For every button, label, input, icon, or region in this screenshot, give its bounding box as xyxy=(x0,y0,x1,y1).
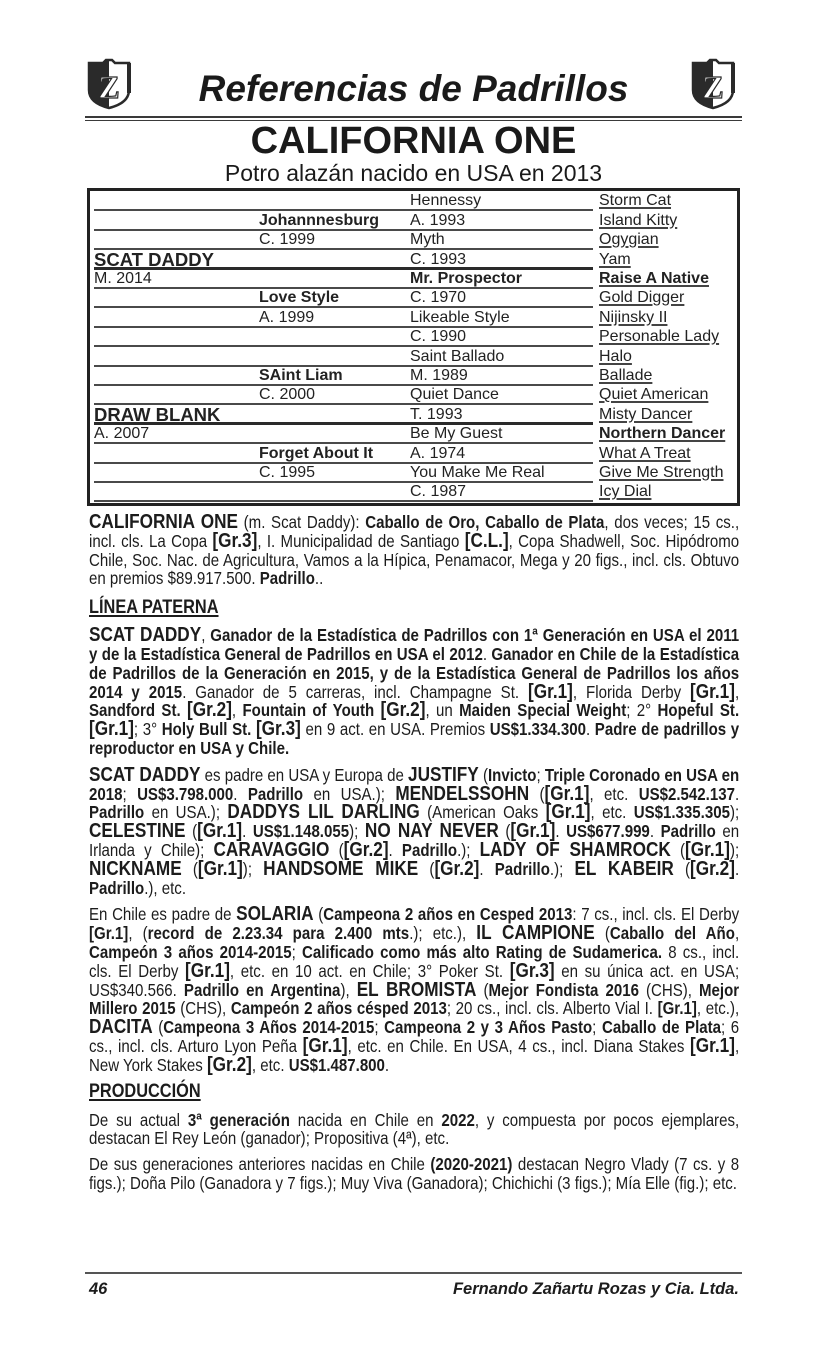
text-run: , etc.), xyxy=(696,998,740,1019)
emphasis-text-run: [Gr.2] xyxy=(343,838,389,861)
intro-paragraph xyxy=(89,513,739,588)
bold-text-run: Ganador de la Estadística de Padrillos con 1ª Generación en USA el 2011 y de la Estadística General de Padrillos en USA el 2012 xyxy=(89,625,740,664)
emphasis-text-run: JUSTIFY xyxy=(408,763,479,786)
text-run: .), etc. xyxy=(144,877,187,898)
horse-subtitle: Potro alazán nacido en USA en 2013 xyxy=(224,160,603,186)
text-run: en USA.); xyxy=(303,783,396,804)
pedigree-row xyxy=(90,250,737,269)
body-text xyxy=(89,513,739,1193)
text-run: , etc. xyxy=(251,1054,289,1075)
text-run: De su actual xyxy=(89,1109,188,1130)
pedigree-cell-gen3: Quiet Dance xyxy=(410,386,499,404)
text-run: , etc. en 10 act. en Chile; 3° Poker St. xyxy=(229,960,510,981)
pedigree-cell-gen4: What A Treat xyxy=(599,444,691,462)
bold-text-run: Campeona 3 Años 2014-2015 xyxy=(163,1017,375,1038)
pedigree-cell-gen4: Yam xyxy=(599,250,631,268)
bold-text-run: US$1.335.305 xyxy=(633,802,730,823)
text-run: , I. Municipalidad de Santiago xyxy=(257,530,465,551)
emphasis-text-run: [Gr.2] xyxy=(206,1053,252,1076)
bold-text-run: Calificado como más alto Rating de Sudamerica. xyxy=(302,941,663,962)
emphasis-text-run: EL KABEIR xyxy=(574,857,674,880)
bold-text-run: US$677.999 xyxy=(566,821,650,842)
text-run: , xyxy=(734,681,740,702)
text-run: , etc. en Chile. En USA, 4 cs., incl. Diana Stakes xyxy=(347,1035,691,1056)
bold-text-run: 3ª generación xyxy=(187,1109,290,1130)
pedigree-cell-gen3: A. 1993 xyxy=(410,211,466,229)
text-run: en su única act. en USA; US$340.566. xyxy=(89,960,740,1000)
bold-text-run: Maiden Special Weight xyxy=(459,700,627,721)
text-run: ( xyxy=(185,821,198,842)
publisher-name: Fernando Zañartu Rozas y Cia. Ltda. xyxy=(452,1280,739,1298)
emphasis-text-run: IL CAMPIONE xyxy=(476,922,595,945)
text-run: . xyxy=(384,1054,390,1075)
paterna-paragraph xyxy=(89,626,739,758)
emphasis-text-run: LADY OF SHAMROCK xyxy=(479,838,671,861)
pedigree-row xyxy=(90,308,737,327)
bold-text-run: record de 2.23.34 para 2.400 mts xyxy=(147,923,410,944)
text-run: . xyxy=(734,858,740,879)
text-run: ), xyxy=(340,979,357,1000)
bold-text-run: Padrillo xyxy=(401,839,458,860)
pedigree-cell-gen4: Ogygian xyxy=(599,231,659,249)
pedigree-row xyxy=(90,464,737,483)
bold-text-run: Caballo de Plata xyxy=(601,1017,722,1038)
text-run: ); xyxy=(729,839,740,860)
text-run: ( xyxy=(476,979,489,1000)
bold-text-run: Campeón 2 años césped 2013 xyxy=(230,998,447,1019)
text-run: ( xyxy=(418,858,435,879)
text-run: ( xyxy=(673,858,691,879)
emphasis-text-run: SCAT DADDY xyxy=(89,763,201,786)
emphasis-text-run: EL BROMISTA xyxy=(356,978,477,1001)
emphasis-text-run: [Gr.1] xyxy=(510,820,556,843)
text-run: ( xyxy=(329,839,344,860)
bold-text-run: Caballo de Oro, Caballo de Plata xyxy=(365,512,605,532)
emphasis-text-run: CALIFORNIA ONE xyxy=(89,511,238,533)
text-run: ; 20 cs., incl. cls. Alberto Vial I. xyxy=(446,998,658,1019)
pedigree-cell-gen4: Gold Digger xyxy=(599,289,685,307)
bold-text-run: 2022 xyxy=(441,1109,475,1130)
text-run: , etc. xyxy=(590,802,634,823)
text-run: . xyxy=(233,783,248,804)
pedigree-cell-gen4: Island Kitty xyxy=(599,211,678,229)
emphasis-text-run: [Gr.1] xyxy=(302,1034,348,1057)
bold-text-run: US$2.542.137 xyxy=(638,783,735,804)
emphasis-text-run: [Gr.3] xyxy=(255,718,301,741)
text-run: (American Oaks xyxy=(419,802,546,823)
pedigree-cell-gen2: Love Style xyxy=(259,289,340,307)
pedigree-cell-gen1: SCAT DADDY xyxy=(94,248,214,270)
bold-text-run: Triple Coronado en USA en 2018 xyxy=(89,764,740,804)
bold-text-run: US$1.487.800 xyxy=(288,1054,385,1075)
text-run: ( xyxy=(181,858,198,879)
page-title: Referencias de Padrillos xyxy=(198,68,629,109)
pedigree-cell-gen3: C. 1993 xyxy=(410,250,467,268)
emphasis-text-run: [Gr.2] xyxy=(690,857,735,880)
emphasis-text-run: [Gr.3] xyxy=(212,529,258,552)
pedigree-cell-gen3: C. 1987 xyxy=(410,483,467,501)
pedigree-cell-gen4: Halo xyxy=(599,347,632,365)
pedigree-cell-gen1: A. 2007 xyxy=(94,425,150,443)
emphasis-text-run: [Gr.1] xyxy=(690,680,735,703)
section-heading-linea-paterna: LÍNEA PATERNA xyxy=(89,597,219,619)
emphasis-text-run: HANDSOME MIKE xyxy=(263,857,419,880)
text-run: . xyxy=(482,643,492,664)
emphasis-text-run: CARAVAGGIO xyxy=(213,838,330,861)
emphasis-text-run: DACITA xyxy=(89,1016,153,1039)
pedigree-cell-gen4: Personable Lady xyxy=(599,328,720,346)
header-rule xyxy=(85,116,742,118)
pedigree-cell-gen3: M. 1989 xyxy=(410,366,468,384)
emphasis-text-run: MENDELSSOHN xyxy=(395,782,530,805)
text-run: ); xyxy=(729,802,740,823)
emphasis-text-run: [Gr.1] xyxy=(544,782,590,805)
text-run: (CHS), xyxy=(638,979,700,1000)
paterna-paragraph xyxy=(89,763,740,898)
text-run: ; 3° xyxy=(133,719,162,740)
emphasis-text-run: CELESTINE xyxy=(89,820,186,843)
pedigree-cell-gen2: C. 2000 xyxy=(259,386,316,404)
pedigree-cell-gen3: Myth xyxy=(410,231,445,249)
text-run: , y compuesta por pocos ejemplares, destacan El Rey León (ganador); Propositiva (4ª), etc. xyxy=(89,1109,740,1149)
bold-text-run: Padrillo en Argentina xyxy=(183,979,341,1000)
emphasis-text-run: [Gr.1] xyxy=(545,801,591,824)
pedigree-row xyxy=(90,328,737,347)
text-run: ; 2° xyxy=(626,700,658,721)
text-run: . xyxy=(242,821,253,842)
pedigree-cell-gen1: M. 2014 xyxy=(94,269,152,287)
text-run: ( xyxy=(152,1017,164,1038)
pedigree-row xyxy=(90,270,737,289)
emphasis-text-run: [Gr.1] xyxy=(89,718,134,741)
text-run: ; xyxy=(291,941,303,962)
pedigree-cell-gen3: A. 1974 xyxy=(410,444,466,462)
text-run: (CHS), xyxy=(175,998,231,1019)
text-run: ( xyxy=(594,923,610,944)
pedigree-cell-gen3: Hennessy xyxy=(410,192,482,210)
text-run: ; 6 cs., incl. cls. Arturo Lyon Peña xyxy=(89,1017,740,1056)
emphasis-text-run: NICKNAME xyxy=(89,857,182,880)
text-run: .); xyxy=(549,858,575,879)
text-run: , Florida Derby xyxy=(572,681,691,702)
bold-text-run: [Gr.1] xyxy=(657,998,697,1019)
section-heading-produccion: PRODUCCIÓN xyxy=(89,1080,201,1102)
text-run: ( xyxy=(313,904,324,925)
bold-text-run: Hopeful St. xyxy=(657,700,740,721)
pedigree-cell-gen4: Give Me Strength xyxy=(599,463,724,481)
bold-text-run: [Gr.1] xyxy=(89,923,129,944)
bold-text-run: Campeona 2 años en Cesped 2013 xyxy=(323,904,573,925)
page-number: 46 xyxy=(89,1280,108,1298)
text-run: ; xyxy=(122,783,138,804)
bold-text-run: Padrillo xyxy=(89,877,145,898)
text-run: (m. Scat Daddy): xyxy=(237,512,366,532)
text-run: , xyxy=(231,700,243,721)
pedigree-cell-gen4: Raise A Native xyxy=(599,269,709,287)
text-run: . xyxy=(585,719,595,740)
bold-text-run: US$3.798.000 xyxy=(137,783,234,804)
logo-letter: Z xyxy=(98,69,120,105)
text-run: . xyxy=(649,821,661,842)
text-run: .); etc.), xyxy=(409,923,477,944)
bold-text-run: Padre de padrillos y reproductor en USA y Chile. xyxy=(89,719,740,758)
bold-text-run: US$1.148.055 xyxy=(252,821,350,842)
text-run: , ( xyxy=(128,923,148,944)
pedigree-cell-gen3: C. 1970 xyxy=(410,289,467,307)
text-run: en USA.); xyxy=(144,802,228,823)
pedigree-row xyxy=(90,405,737,424)
produccion-paragraph xyxy=(89,1111,739,1149)
text-run: . xyxy=(734,783,740,804)
emphasis-text-run: [Gr.1] xyxy=(197,857,243,880)
emphasis-text-run: [Gr.1] xyxy=(184,959,230,982)
text-run: .); xyxy=(457,839,480,860)
bold-text-run: Padrillo xyxy=(494,858,550,879)
pedigree-table xyxy=(87,188,740,506)
bold-text-run: Mejor Millero 2015 xyxy=(89,979,740,1019)
text-run: .. xyxy=(314,568,324,589)
pedigree-row xyxy=(90,289,737,308)
text-run: destacan Negro Vlady (7 cs. y 8 figs.); Doña Pilo (Ganadora y 7 figs.); Muy Viva (Ganadora); Chichichi (3 figs.); Mía Elle (fig.); etc. xyxy=(89,1154,740,1193)
bold-text-run: Campeón 3 años 2014-2015 xyxy=(89,941,292,962)
text-run: en Irlanda y Chile); xyxy=(89,821,740,860)
emphasis-text-run: DADDYS LIL DARLING xyxy=(227,801,420,824)
emphasis-text-run: [Gr.1] xyxy=(197,820,243,843)
horse-name: CALIFORNIA ONE xyxy=(250,120,577,162)
emphasis-text-run: [Gr.1] xyxy=(690,1034,735,1057)
text-run: ( xyxy=(478,764,488,785)
text-run: 8 cs., incl. cls. El Derby xyxy=(89,941,740,981)
bold-text-run: US$1.334.300 xyxy=(489,719,586,740)
bold-text-run: Padrillo xyxy=(89,802,145,823)
text-run: ; xyxy=(374,1017,385,1038)
bold-text-run: Caballo del Año xyxy=(609,923,735,944)
bold-text-run: Padrillo xyxy=(660,821,716,842)
pedigree-row-line xyxy=(94,500,593,502)
bold-text-run: (2020-2021) xyxy=(430,1154,513,1175)
pedigree-cell-gen4: Nijinsky II xyxy=(599,308,668,326)
text-run: nacida en Chile en xyxy=(289,1109,442,1130)
pedigree-cell-gen4: Icy Dial xyxy=(599,483,652,501)
text-run: , Copa Shadwell, Soc. Hipódromo Chile, Soc. Nac. de Agricultura, Vamos a la Hípica, Penamacor, Mega y 20 figs., incl. cls. Obtuvo en premios $89.917.500. xyxy=(89,530,740,589)
paterna-paragraph xyxy=(89,905,739,1074)
text-run: . xyxy=(479,858,495,879)
text-run: , un xyxy=(425,700,460,721)
bold-text-run: Sandford St. xyxy=(89,700,181,721)
bold-text-run: Fountain of Youth xyxy=(242,700,375,721)
bold-text-run: Padrillo xyxy=(259,568,315,589)
pedigree-cell-gen2: C. 1999 xyxy=(259,231,316,249)
text-run: ); xyxy=(242,858,264,879)
text-run: es padre en USA y Europa de xyxy=(200,764,409,785)
pedigree-row xyxy=(90,192,737,211)
text-run: , xyxy=(734,923,740,944)
pedigree-row xyxy=(90,425,737,444)
text-run: En Chile es padre de xyxy=(89,904,237,925)
emphasis-text-run: [Gr.2] xyxy=(186,699,232,722)
emphasis-text-run: [Gr.1] xyxy=(527,680,573,703)
text-run: ( xyxy=(498,821,511,842)
pedigree-cell-gen4: Storm Cat xyxy=(599,192,672,210)
pedigree-cell-gen2: Johannnesburg xyxy=(259,211,380,229)
text-run: De sus generaciones anteriores nacidas en Chile xyxy=(89,1154,431,1175)
text-run: . xyxy=(555,821,567,842)
text-run: : 7 cs., incl. cls. El Derby xyxy=(572,904,740,925)
pedigree-row xyxy=(90,231,737,250)
emphasis-text-run: SOLARIA xyxy=(236,903,314,926)
text-run: , xyxy=(201,625,211,646)
text-run: ; xyxy=(536,764,545,785)
pedigree-cell-gen4: Northern Dancer xyxy=(599,425,726,443)
produccion-paragraph xyxy=(89,1155,739,1193)
text-run: ( xyxy=(670,839,686,860)
emphasis-text-run: SCAT DADDY xyxy=(89,624,202,647)
text-run: en 9 act. en USA. Premios xyxy=(300,719,490,740)
text-run: ; xyxy=(592,1017,602,1038)
text-run: . xyxy=(388,839,402,860)
pedigree-row xyxy=(90,483,737,502)
pedigree-row xyxy=(90,367,737,386)
pedigree-cell-gen4: Quiet American xyxy=(599,386,709,404)
emphasis-text-run: [Gr.2] xyxy=(380,699,426,722)
pedigree-cell-gen4: Misty Dancer xyxy=(599,405,693,423)
bold-text-run: Holy Bull St. xyxy=(161,719,252,740)
pedigree-cell-gen3: You Make Me Real xyxy=(410,463,545,481)
bold-text-run: Campeona 2 y 3 Años Pasto xyxy=(384,1017,593,1038)
pedigree-row xyxy=(90,347,737,366)
bold-text-run: Padrillo xyxy=(247,783,304,804)
bold-text-run: Mejor Fondista 2016 xyxy=(488,979,639,1000)
text-run: , dos veces; 15 cs., incl. cls. La Copa xyxy=(89,512,740,551)
pedigree-cell-gen3: Saint Ballado xyxy=(410,347,505,365)
text-run: , New York Stakes xyxy=(89,1035,740,1075)
emphasis-text-run: NO NAY NEVER xyxy=(364,820,499,843)
text-run: , etc. xyxy=(589,783,639,804)
pedigree-row xyxy=(90,211,737,230)
pedigree-cell-gen2: C. 1995 xyxy=(259,463,316,481)
text-run: ); xyxy=(349,821,365,842)
pedigree-cell-gen3: T. 1993 xyxy=(410,405,463,423)
pedigree-row xyxy=(90,444,737,463)
text-run: . Ganador de 5 carreras, incl. Champagne St. xyxy=(182,681,528,702)
pedigree-cell-gen1: DRAW BLANK xyxy=(94,403,221,425)
pedigree-row xyxy=(90,386,737,405)
pedigree-cell-gen3: C. 1990 xyxy=(410,328,467,346)
pedigree-cell-gen2: SAint Liam xyxy=(259,366,343,384)
emphasis-text-run: [C.L.] xyxy=(464,529,509,552)
pedigree-cell-gen3: Mr. Prospector xyxy=(410,269,523,287)
pedigree-cell-gen3: Be My Guest xyxy=(410,425,503,443)
emphasis-text-run: [Gr.1] xyxy=(685,838,730,861)
pedigree-cell-gen2: A. 1999 xyxy=(259,308,315,326)
pedigree-cell-gen3: Likeable Style xyxy=(410,308,510,326)
emphasis-text-run: [Gr.3] xyxy=(509,959,555,982)
logo-shield-icon xyxy=(688,58,738,110)
pedigree-cell-gen4: Ballade xyxy=(599,366,653,384)
bold-text-run: Ganador en Chile de la Estadística de Padrillos de la Generación en 2015, y de la Estadística General de Padrillos los años 2014 y 2015 xyxy=(89,643,740,702)
logo-letter: Z xyxy=(702,69,724,105)
bold-text-run: Invicto xyxy=(487,764,537,785)
pedigree-cell-gen2: Forget About It xyxy=(259,444,374,462)
emphasis-text-run: [Gr.2] xyxy=(434,857,480,880)
text-run: ( xyxy=(529,783,545,804)
footer-rule xyxy=(85,1272,742,1274)
